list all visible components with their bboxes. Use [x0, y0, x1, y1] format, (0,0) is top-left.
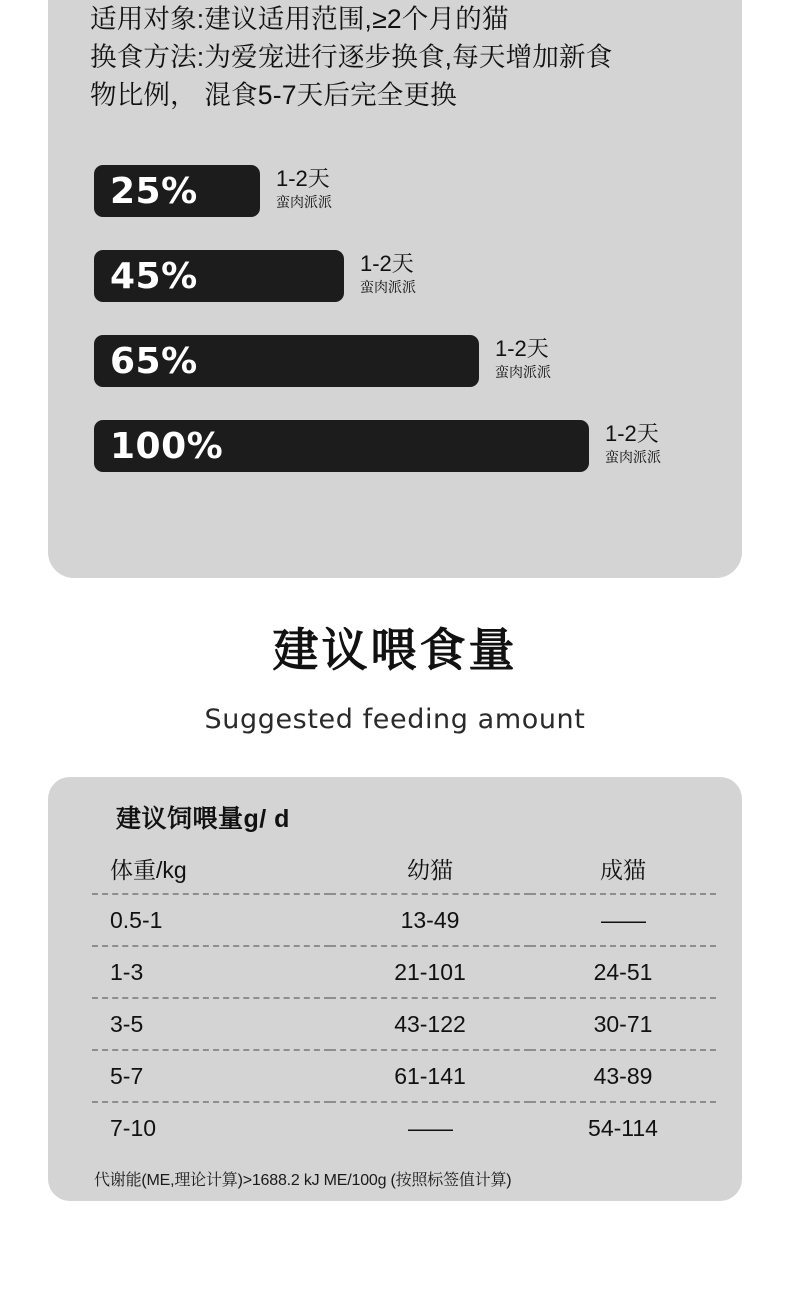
cell-kitten: 43-122	[330, 998, 530, 1050]
cell-adult: 43-89	[530, 1050, 716, 1102]
food-transition-panel	[48, 0, 742, 578]
transition-bar-row	[94, 335, 724, 387]
cell-weight: 0.5-1	[92, 894, 330, 946]
transition-bar	[94, 165, 260, 217]
cell-weight: 7-10	[110, 1114, 157, 1141]
transition-bar-row	[94, 165, 724, 217]
section-heading-en: Suggested feeding amount	[204, 704, 586, 735]
bar-brand-label: 蛮肉派派	[360, 279, 416, 295]
bar-percent-label: 25%	[110, 170, 198, 212]
bar-annotation	[605, 421, 661, 467]
cell-adult: 30-71	[530, 998, 716, 1050]
column-header-weight: 体重/kg	[92, 843, 330, 894]
bar-annotation	[360, 251, 416, 297]
feeding-intro-text	[90, 0, 730, 114]
cell-weight: 5-7	[92, 1050, 330, 1102]
cell-weight: 1-3	[92, 946, 330, 998]
table-row	[92, 946, 716, 998]
cell-weight: 3-5	[92, 998, 330, 1050]
table-header-row	[92, 843, 716, 894]
cell-adult: 24-51	[530, 946, 716, 998]
transition-bar	[94, 420, 589, 472]
transition-bar-chart	[94, 165, 724, 505]
column-header-adult: 成猫	[530, 843, 716, 894]
bar-annotation	[495, 336, 551, 382]
transition-bar-row	[94, 250, 724, 302]
metabolizable-energy-note: 代谢能(ME,理论计算)>1688.2 kJ ME/100g (按照标签值计算)	[94, 1172, 512, 1189]
intro-line-2: 换食方法:为爱宠进行逐步换食,每天增加新食	[90, 42, 613, 72]
table-title: 建议饲喂量g/ d	[116, 805, 290, 833]
intro-line-1: 适用对象:建议适用范围,≥2个月的猫	[90, 4, 509, 34]
bar-brand-label: 蛮肉派派	[276, 194, 332, 210]
cell-adult: ——	[530, 894, 716, 946]
cell-kitten: ——	[408, 1114, 452, 1141]
cell-kitten: 21-101	[330, 946, 530, 998]
intro-line-3: 物比例， 混食5-7天后完全更换	[90, 80, 457, 110]
cell-kitten: 13-49	[330, 894, 530, 946]
feeding-amount-table	[92, 843, 716, 1153]
bar-percent-label: 45%	[110, 255, 198, 297]
cell-kitten: 61-141	[330, 1050, 530, 1102]
section-heading-cn: 建议喂食量	[272, 624, 518, 676]
table-row	[92, 998, 716, 1050]
bar-percent-label: 100%	[110, 425, 224, 467]
bar-brand-label: 蛮肉派派	[495, 364, 551, 380]
table-row	[92, 1102, 716, 1153]
column-header-kitten: 幼猫	[330, 843, 530, 894]
transition-bar	[94, 335, 479, 387]
table-row	[92, 1050, 716, 1102]
feeding-amount-panel	[48, 777, 742, 1201]
bar-annotation	[276, 166, 332, 212]
transition-bar	[94, 250, 344, 302]
bar-days-label: 1-2天	[276, 166, 330, 191]
bar-days-label: 1-2天	[495, 336, 549, 361]
bar-days-label: 1-2天	[605, 421, 659, 446]
table-row	[92, 894, 716, 946]
transition-bar-row	[94, 420, 724, 472]
bar-days-label: 1-2天	[360, 251, 414, 276]
bar-percent-label: 65%	[110, 340, 198, 382]
cell-adult: 54-114	[588, 1114, 658, 1141]
bar-brand-label: 蛮肉派派	[605, 449, 661, 465]
